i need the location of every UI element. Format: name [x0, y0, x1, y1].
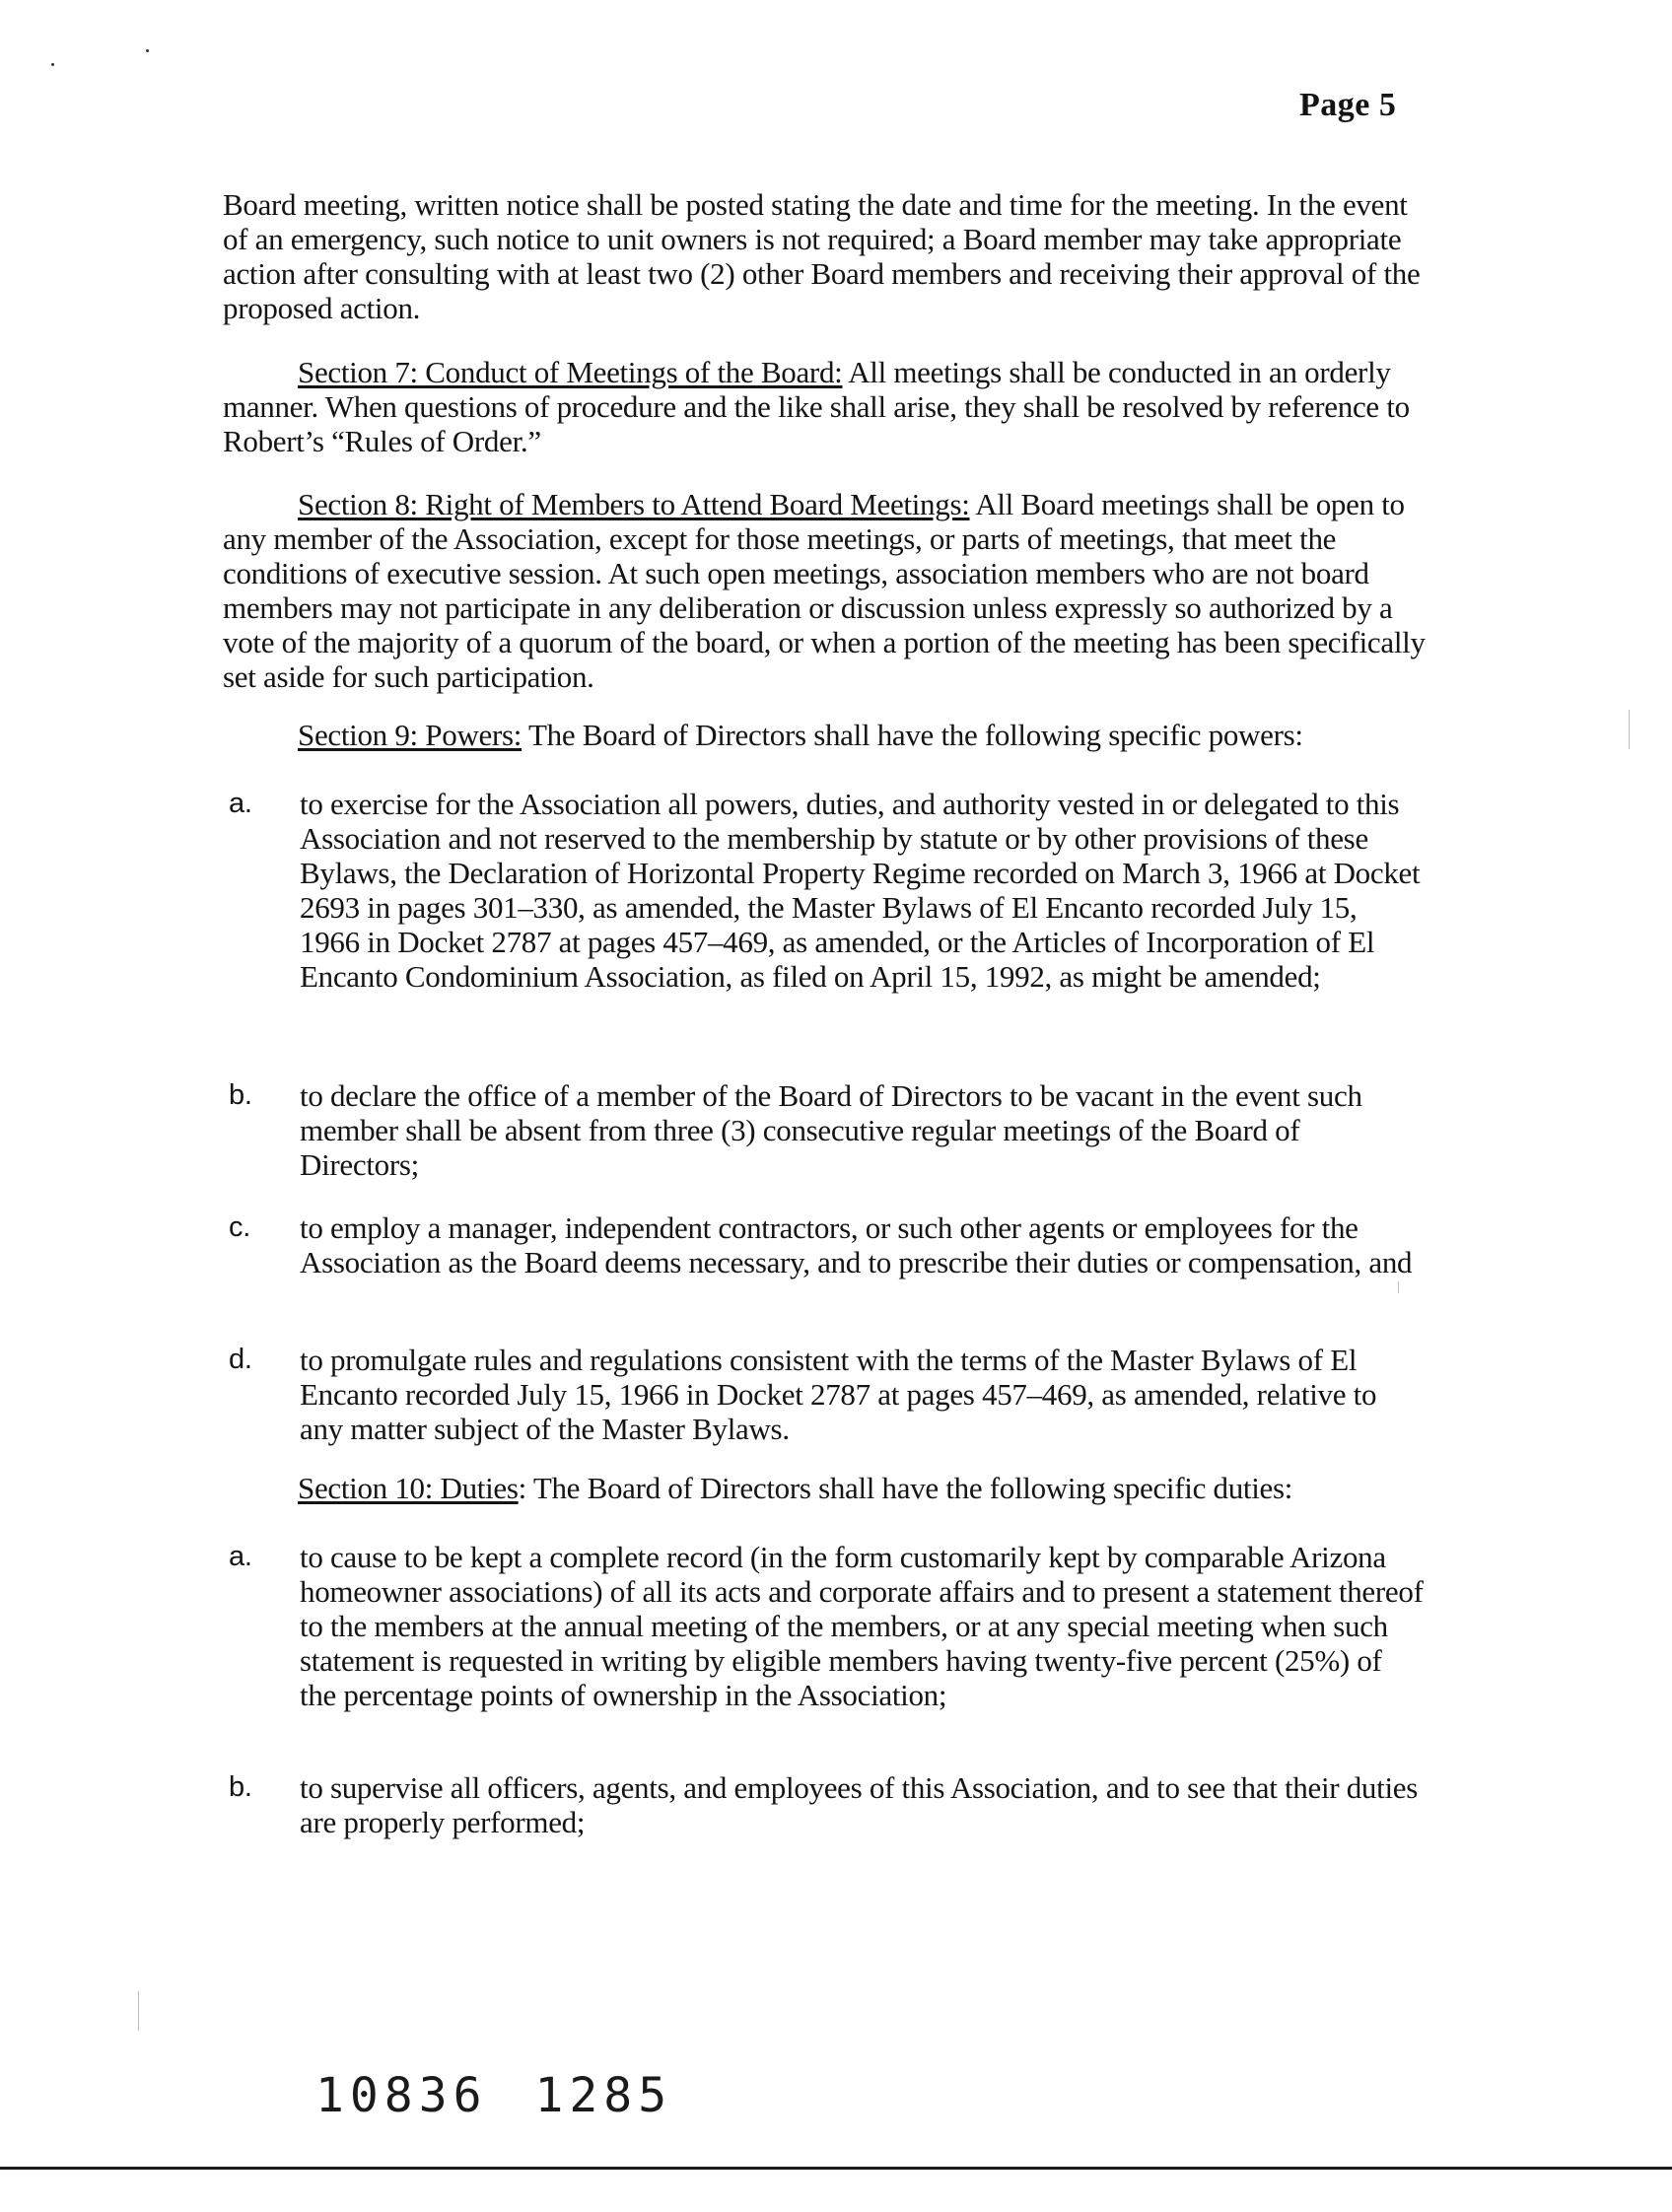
powers-item-a [229, 787, 1424, 994]
section-9-body: The Board of Directors shall have the following specific powers: [522, 718, 1303, 752]
scan-speck [1629, 710, 1630, 749]
section-9-heading: Section 9: Powers: [298, 718, 522, 752]
bottom-rule [0, 2167, 1672, 2170]
scan-speck [51, 63, 54, 66]
continuation-paragraph: Board meeting, written notice shall be posted stating the date and time for the meeting. In the event of an emergency, such notice to unit owners is not required; a Board member may take appropriate action after consulting with at least two (2) other Board members and receiving their approval of the proposed action. [223, 187, 1421, 325]
item-text: to exercise for the Association all powers, duties, and authority vested in or delegated to this Association and not reserved to the membership by statute or by other provisions of these Bylaws, the Declaration of Horizontal Property Regime recorded on March 3, 1966 at Docket 2693 in pages 301–330, as amended, the Master Bylaws of El Encanto recorded July 15, 1966 in Docket 2787 at pages 457–469, as amended, or the Articles of Incorporation of El Encanto Condominium Association, as filed on April 15, 1992, as might be amended; [300, 787, 1421, 994]
powers-item-d [229, 1343, 1424, 1446]
section-9-paragraph [223, 718, 1426, 752]
section-10-paragraph [223, 1471, 1426, 1505]
page-number: Page 5 [1299, 87, 1397, 123]
item-marker: b. [229, 1079, 252, 1111]
section-8-body: All Board meetings shall be open to any member of the Association, except for those meetings, or parts of meetings, that meet the conditions of executive session. At such open meetings, association members who are not board members may not participate in any deliberation or discussion unless expressly so authorized by a vote of the majority of a quorum of the board, or when a portion of the meeting has been specifically set aside for such participation. [223, 487, 1426, 694]
item-text: to declare the office of a member of the Board of Directors to be vacant in the event such member shall be absent from three (3) consecutive regular meetings of the Board of Directors; [300, 1078, 1362, 1182]
item-text: to promulgate rules and regulations consistent with the terms of the Master Bylaws of El Encanto recorded July 15, 1966 in Docket 2787 at pages 457–469, as amended, relative to any matter subject of the Master Bylaws. [300, 1343, 1377, 1446]
item-marker: b. [229, 1771, 252, 1803]
section-8-paragraph [223, 487, 1426, 694]
section-7-body: All meetings shall be conducted in an orderly manner. When questions of procedure and the like shall arise, they shall be resolved by reference to Robert’s “Rules of Order.” [223, 355, 1410, 458]
docket-number: 10836 [315, 2068, 488, 2123]
item-marker: a. [229, 1541, 252, 1572]
section-10-body: : The Board of Directors shall have the following specific duties: [518, 1471, 1293, 1505]
scan-speck [146, 49, 149, 52]
scan-speck [138, 1991, 139, 2031]
powers-item-c [229, 1210, 1424, 1279]
item-marker: d. [229, 1344, 252, 1375]
duties-item-a [229, 1540, 1424, 1712]
item-marker: a. [229, 788, 252, 819]
section-7-paragraph [223, 355, 1426, 458]
section-8-heading: Section 8: Right of Members to Attend Board Meetings: [298, 487, 970, 521]
scan-speck [1398, 1281, 1399, 1293]
item-marker: c. [229, 1211, 250, 1243]
section-7-heading: Section 7: Conduct of Meetings of the Board: [298, 355, 843, 389]
docket-page: 1285 [534, 2068, 673, 2123]
docket-stamp [315, 2068, 720, 2123]
section-10-heading: Section 10: Duties [298, 1471, 519, 1505]
powers-item-b [229, 1078, 1424, 1182]
item-text: to employ a manager, independent contractors, or such other agents or employees for the Association as the Board deems necessary, and to prescribe their duties or compensation, and [300, 1210, 1413, 1279]
duties-item-b [229, 1770, 1424, 1839]
item-text: to cause to be kept a complete record (in the form customarily kept by comparable Arizona homeowner associations) of all its acts and corporate affairs and to present a statement thereof to the members at the annual meeting of the members, or at any special meeting when such statement is requested in writing by eligible members having twenty-five percent (25%) of the percentage points of ownership in the Association; [300, 1540, 1424, 1712]
item-text: to supervise all officers, agents, and employees of this Association, and to see that their duties are properly performed; [300, 1770, 1418, 1839]
